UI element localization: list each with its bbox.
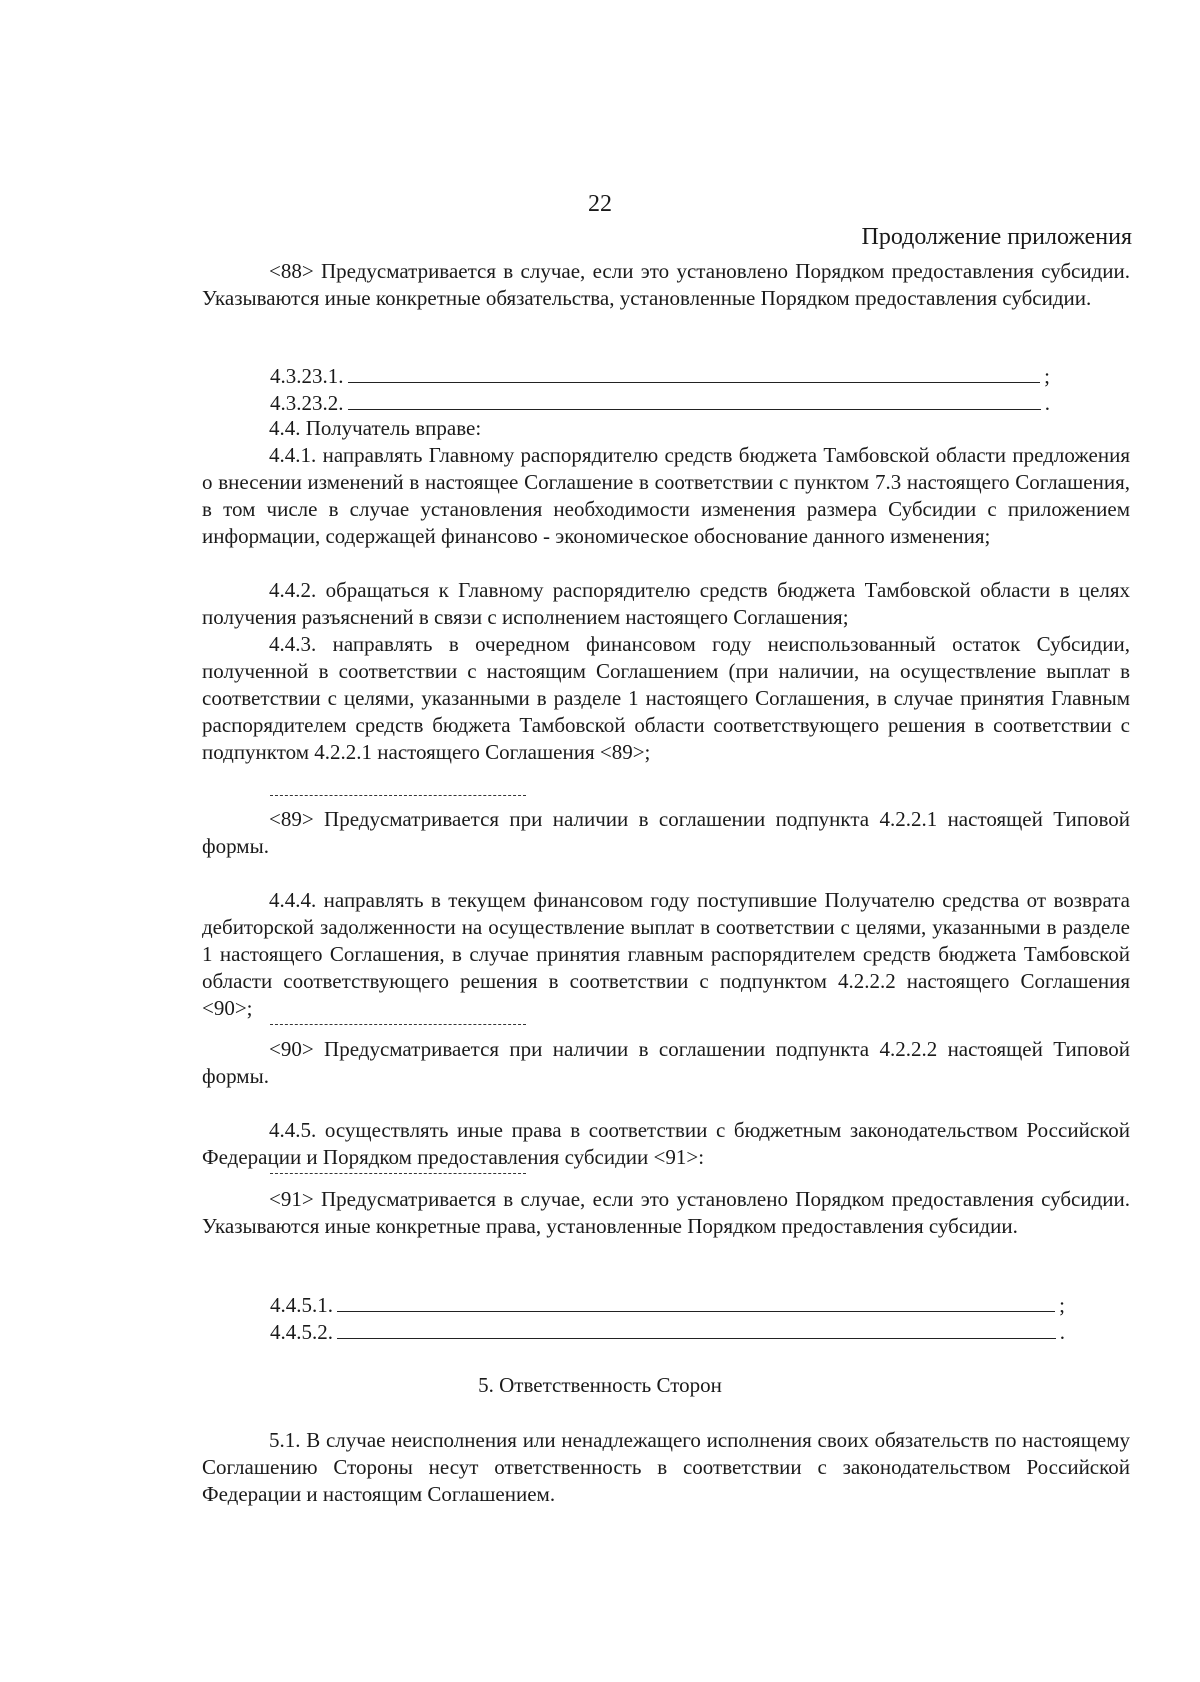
field-4-3-23-1 <box>270 362 1050 390</box>
footnote-separator <box>270 1173 526 1174</box>
footnote-separator <box>270 795 526 796</box>
paragraph-4-4: 4.4. Получатель вправе: <box>269 416 482 440</box>
field-end: . <box>1059 1320 1065 1344</box>
field-label: 4.4.5.2. <box>270 1320 333 1344</box>
blank-line <box>337 1291 1055 1312</box>
footnote-89: <89> Предусматривается при наличии в соглашении подпункта 4.2.2.1 настоящей Типовой формы. <box>202 807 1130 858</box>
field-4-4-5-2 <box>270 1318 1065 1346</box>
blank-line <box>337 1318 1056 1339</box>
blank-line <box>348 389 1041 410</box>
paragraph-4-4-2: 4.4.2. обращаться к Главному распорядителю средств бюджета Тамбовской области в целях получения разъяснений в связи с исполнением настоящего Соглашения; <box>202 578 1130 629</box>
field-4-3-23-2 <box>270 389 1050 417</box>
section-5-title: 5. Ответственность Сторон <box>478 1373 722 1397</box>
paragraph-4-4-5: 4.4.5. осуществлять иные права в соответствии с бюджетным законодательством Российской Федерации и Порядком предоставления субсидии <91>: <box>202 1118 1130 1169</box>
field-label: 4.3.23.2. <box>270 391 344 415</box>
paragraph-4-4-1: 4.4.1. направлять Главному распорядителю средств бюджета Тамбовской области предложения о внесении изменений в настоящее Соглашение в соответствии с пунктом 7.3 настоящего Соглашения, в том числе в случае установления необходимости изменения размера Субсидии с приложением информации, содержащей финансово - экономическое обоснование данного изменения; <box>202 443 1130 548</box>
field-label: 4.4.5.1. <box>270 1293 333 1317</box>
field-end: ; <box>1044 364 1050 388</box>
footnote-91: <91> Предусматривается в случае, если это установлено Порядком предоставления субсидии. Указываются иные конкретные права, установленные Порядком предоставления субсидии. <box>202 1187 1130 1238</box>
footnote-88: <88> Предусматривается в случае, если это установлено Порядком предоставления субсидии. Указываются иные конкретные обязательства, установленные Порядком предоставления субсидии. <box>202 259 1130 310</box>
field-4-4-5-1 <box>270 1291 1065 1319</box>
footnote-90: <90> Предусматривается при наличии в соглашении подпункта 4.2.2.2 настоящей Типовой формы. <box>202 1037 1130 1088</box>
field-end: ; <box>1059 1293 1065 1317</box>
paragraph-5-1: 5.1. В случае неисполнения или ненадлежащего исполнения своих обязательств по настоящему Соглашению Стороны несут ответственность в соответствии с законодательством Российской Федерации и настоящим Соглашением. <box>202 1428 1130 1506</box>
blank-line <box>348 362 1041 383</box>
field-label: 4.3.23.1. <box>270 364 344 388</box>
footnote-separator <box>270 1024 526 1025</box>
paragraph-4-4-3: 4.4.3. направлять в очередном финансовом году неиспользованный остаток Субсидии, полученной в соответствии с настоящим Соглашением (при наличии, на осуществление выплат в соответствии с целями, указанными в разделе 1 настоящего Соглашения, в случае принятия Главным распорядителем средств бюджета Тамбовской области соответствующего решения в соответствии с подпунктом 4.2.2.1 настоящего Соглашения <89>; <box>202 632 1130 764</box>
page-number: 22 <box>588 191 612 217</box>
paragraph-4-4-4: 4.4.4. направлять в текущем финансовом году поступившие Получателю средства от возврата дебиторской задолженности на осуществление выплат в соответствии с целями, указанными в разделе 1 настоящего Соглашения, в случае принятия главным распорядителем средств бюджета Тамбовской области соответствующего решения в соответствии с подпунктом 4.2.2.2 настоящего Соглашения <90>; <box>202 888 1130 1020</box>
field-end: . <box>1044 391 1050 415</box>
continuation-label: Продолжение приложения <box>861 224 1132 250</box>
